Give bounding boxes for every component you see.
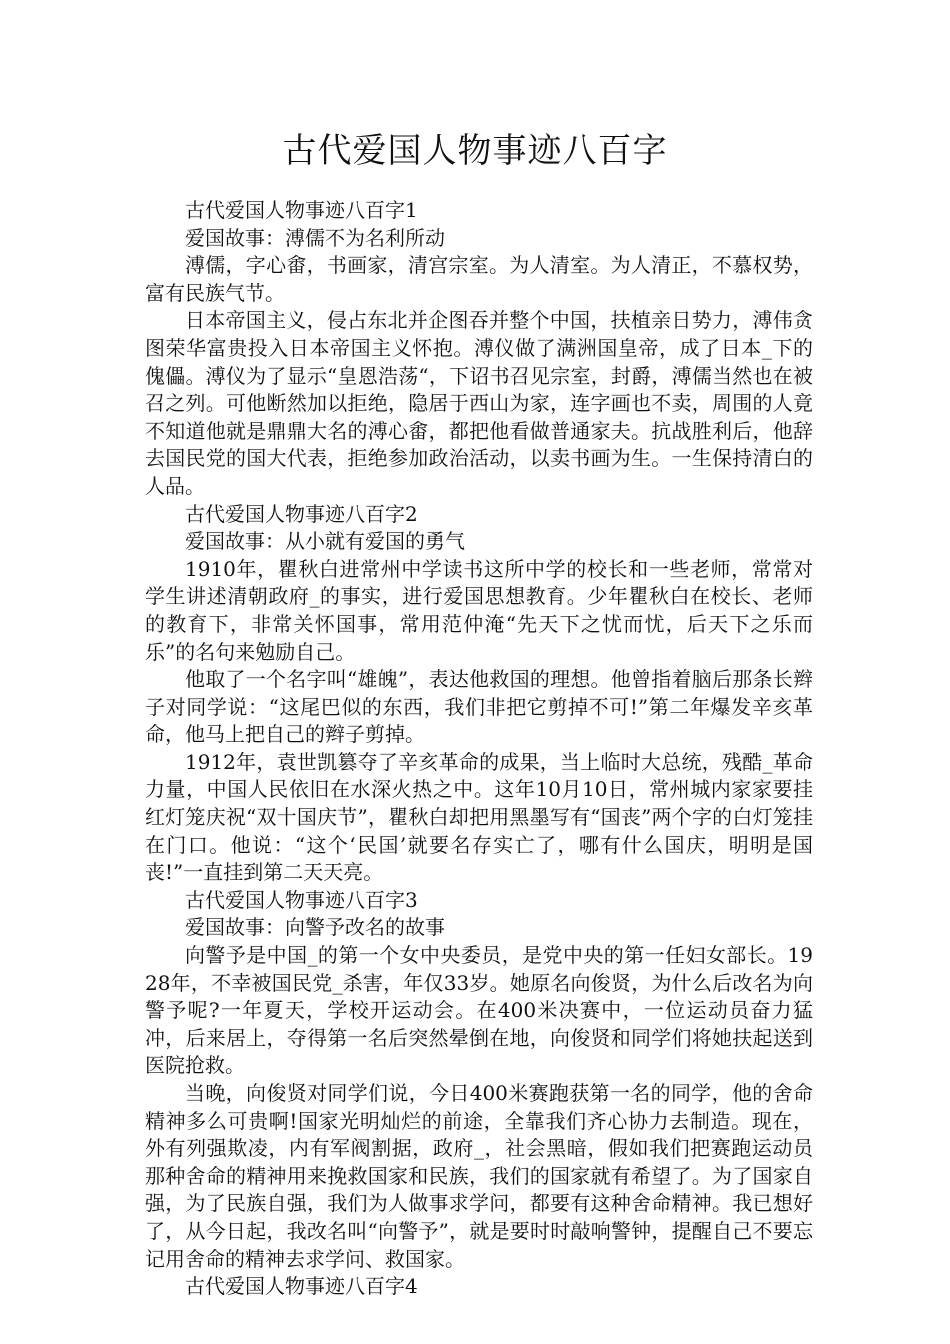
document-body [145,197,813,1301]
document-title: 古代爱国人物事迹八百字 [282,131,668,171]
paragraph: 当晚，向俊贤对同学们说，今日400米赛跑获第一名的同学，他的舍命精神多么可贵啊!国家光明灿烂的前途，全靠我们齐心协力去制造。现在，外有列强欺凌，内有军阀割据，政府_，社会黑暗，假如我们把赛跑运动员那种舍命的精神用来挽救国家和民族，我们的国家就有希望了。为了国家自强，为了民族自强，我们为人做事求学问，都要有这种舍命精神。我已想好了，从今日起，我改名叫“向警予”，就是要时时敲响警钟，提醒自己不要忘记用舍命的精神去求学问、救国家。 [145,1081,813,1271]
section-heading-3: 古代爱国人物事迹八百字3 [185,887,418,912]
paragraph: 1912年，袁世凯篡夺了辛亥革命的成果，当上临时大总统，残酷_革命力量，中国人民依旧在水深火热之中。这年10月10日，常州城内家家要挂红灯笼庆祝“双十国庆节”，瞿秋白却把用黑墨写有“国丧”两个字的白灯笼挂在门口。他说：“这个‘民国’就要名存实亡了，哪有什么国庆，明明是国丧!”一直挂到第二天天亮。 [145,749,813,885]
paragraph: 1910年，瞿秋白进常州中学读书这所中学的校长和一些老师，常常对学生讲述清朝政府_的事实，进行爱国思想教育。少年瞿秋白在校长、老师的教育下，非常关怀国事，常用范仲淹“先天下之忧而忧，后天下之乐而乐”的名句来勉励自己。 [145,556,813,664]
paragraph: 向警予是中国_的第一个女中央委员，是党中央的第一任妇女部长。1928年，不幸被国民党_杀害，年仅33岁。她原名向俊贤，为什么后改名为向警予呢?一年夏天，学校开运动会。在400米决赛中，一位运动员奋力猛冲，后来居上，夺得第一名后突然晕倒在地，向俊贤和同学们将她扶起送到医院抢救。 [145,943,813,1078]
paragraph: 他取了一个名字叫“雄魄”，表达他救国的理想。他曾指着脑后那条长辫子对同学说：“这尾巴似的东西，我们非把它剪掉不可!”第二年爆发辛亥革命，他马上把自己的辫子剪掉。 [145,667,813,747]
story-title-3: 爱国故事：向警予改名的故事 [185,915,445,940]
paragraph: 溥儒，字心畬，书画家，清宫宗室。为人清室。为人清正，不慕权势，富有民族气节。 [145,253,813,305]
story-title-2: 爱国故事：从小就有爱国的勇气 [185,529,465,554]
section-heading-2: 古代爱国人物事迹八百字2 [185,501,418,526]
story-title-1: 爱国故事：溥儒不为名利所动 [185,225,445,250]
section-heading-1: 古代爱国人物事迹八百字1 [185,198,418,222]
section-heading-4: 古代爱国人物事迹八百字4 [185,1274,418,1299]
paragraph: 日本帝国主义，侵占东北并企图吞并整个中国，扶植亲日势力，溥伟贪图荣华富贵投入日本帝国主义怀抱。溥仪做了满洲国皇帝，成了日本_下的傀儡。溥仪为了显示“皇恩浩荡“，下诏书召见宗室，封爵，溥儒当然也在被召之列。可他断然加以拒绝，隐居于西山为家，连字画也不卖，周围的人竟不知道他就是鼎鼎大名的溥心畬，都把他看做普通家夫。抗战胜利后，他辞去国民党的国大代表，拒绝参加政治活动，以卖书画为生。一生保持清白的人品。 [145,308,813,498]
